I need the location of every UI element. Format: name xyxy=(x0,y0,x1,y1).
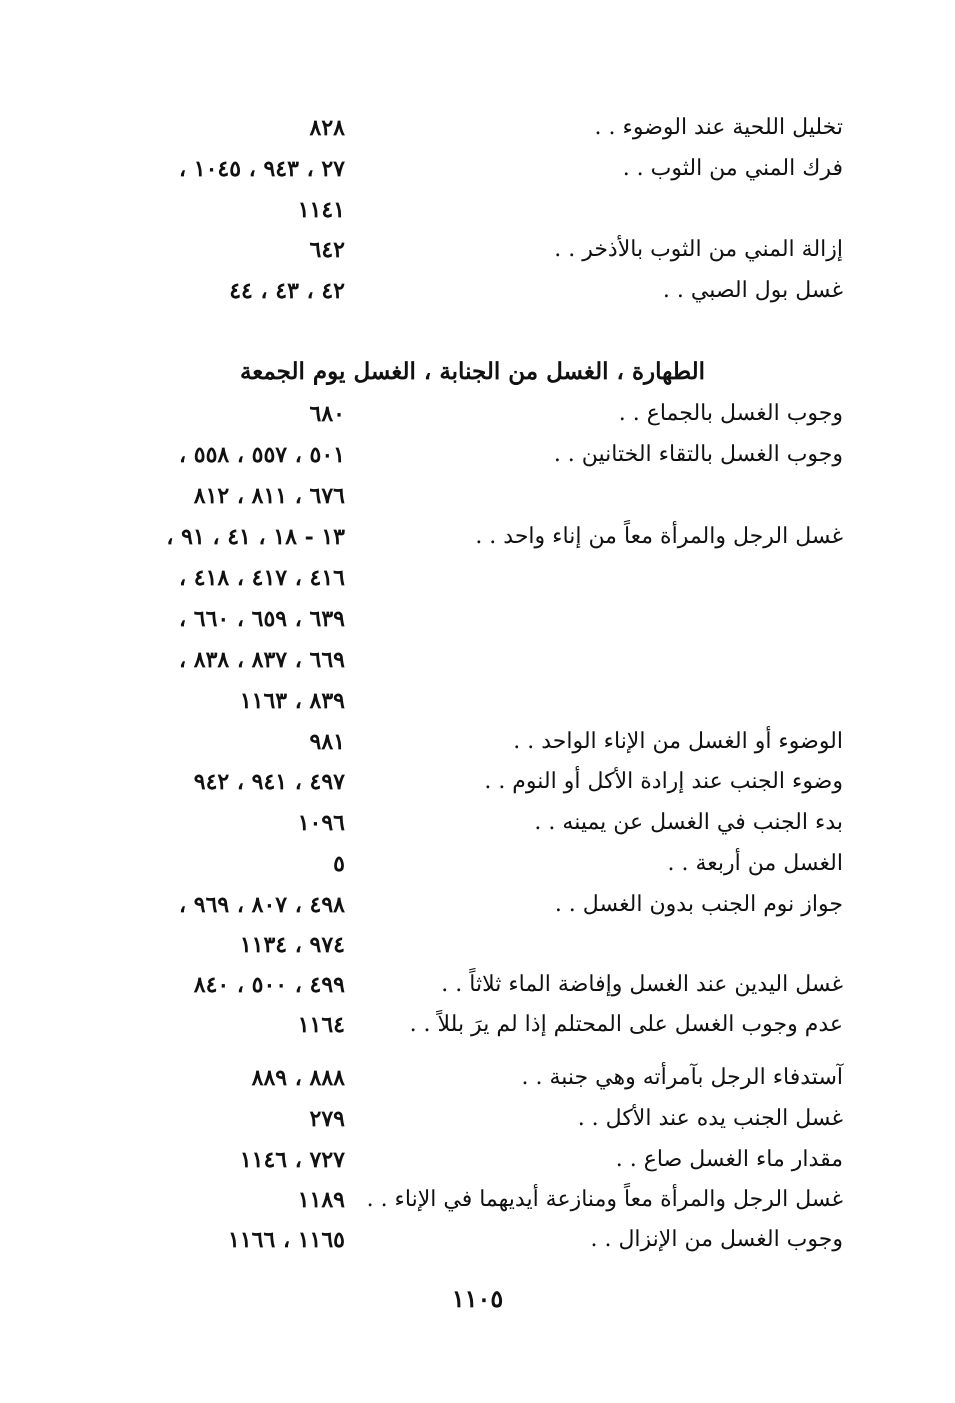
index-topic: فرك المني من الثوب . . xyxy=(622,156,843,181)
index-refs: ١١٦٤ xyxy=(297,1012,345,1038)
index-refs: ٦٣٩ ، ٦٥٩ ، ٦٦٠ ، xyxy=(179,606,345,632)
index-refs: ٦٨٠ xyxy=(309,401,345,427)
index-topic: وضوء الجنب عند إرادة الأكل أو النوم . . xyxy=(484,769,843,794)
index-topic: وجوب الغسل من الإنزال . . xyxy=(590,1227,843,1252)
index-topic: عدم وجوب الغسل على المحتلم إذا لم يرَ بللاً . . xyxy=(409,1012,843,1037)
index-refs: ٦٤٢ xyxy=(309,237,345,263)
index-topic: غسل الرجل والمرأة معاً ومنازعة أيديهما في الإناء . . xyxy=(366,1187,843,1212)
index-topic: وجوب الغسل بالجماع . . xyxy=(618,401,843,426)
index-refs: ٤٩٨ ، ٨٠٧ ، ٩٦٩ ، xyxy=(179,892,345,918)
index-refs: ٨٨٨ ، ٨٨٩ xyxy=(251,1065,345,1091)
index-topic: غسل الجنب يده عند الأكل . . xyxy=(577,1106,843,1131)
index-refs: ٥ xyxy=(333,851,345,877)
index-refs: ٨٣٩ ، ١١٦٣ xyxy=(239,688,345,714)
index-refs: ٧٢٧ ، ١١٤٦ xyxy=(239,1147,345,1173)
index-refs: ٢٧٩ xyxy=(309,1106,345,1132)
index-topic: بدء الجنب في الغسل عن يمينه . . xyxy=(534,810,843,835)
index-refs: ٢٧ ، ٩٤٣ ، ١٠٤٥ ، xyxy=(179,156,345,182)
index-refs: ١١٨٩ xyxy=(297,1187,345,1213)
index-refs: ١١٦٥ ، ١١٦٦ xyxy=(228,1227,345,1253)
index-refs: ٤١٦ ، ٤١٧ ، ٤١٨ ، xyxy=(179,565,345,591)
page-number: ١١٠٥ xyxy=(451,1284,504,1313)
index-refs: ٦٧٦ ، ٨١١ ، ٨١٢ xyxy=(193,483,345,509)
index-refs: ٨٢٨ xyxy=(309,115,345,141)
index-refs: ٤٩٧ ، ٩٤١ ، ٩٤٢ xyxy=(193,769,345,795)
index-refs: ٩٨١ xyxy=(309,729,345,755)
index-topic: غسل اليدين عند الغسل وإفاضة الماء ثلاثاً . . xyxy=(441,972,843,997)
index-refs: ١٣ - ١٨ ، ٤١ ، ٩١ ، xyxy=(166,524,345,550)
index-topic: الوضوء أو الغسل من الإناء الواحد . . xyxy=(513,729,843,754)
index-topic: جواز نوم الجنب بدون الغسل . . xyxy=(554,892,843,917)
index-refs: ٦٦٩ ، ٨٣٧ ، ٨٣٨ ، xyxy=(179,647,345,673)
index-topic: مقدار ماء الغسل صاع . . xyxy=(615,1147,843,1172)
index-refs: ١١٤١ xyxy=(297,197,345,223)
index-topic: تخليل اللحية عند الوضوء . . xyxy=(594,115,843,140)
index-refs: ٤٩٩ ، ٥٠٠ ، ٨٤٠ xyxy=(193,972,345,998)
index-topic: غسل الرجل والمرأة معاً من إناء واحد . . xyxy=(475,524,843,549)
index-topic: غسل بول الصبي . . xyxy=(662,278,843,303)
index-topic: إزالة المني من الثوب بالأذخر . . xyxy=(554,237,843,262)
index-refs: ٥٠١ ، ٥٥٧ ، ٥٥٨ ، xyxy=(179,442,345,468)
index-refs: ١٠٩٦ xyxy=(297,810,345,836)
index-refs: ٩٧٤ ، ١١٣٤ xyxy=(239,932,345,958)
index-refs: ٤٢ ، ٤٣ ، ٤٤ xyxy=(229,278,345,304)
index-topic: آستدفاء الرجل بآمرأته وهي جنبة . . xyxy=(521,1065,843,1090)
section-heading: الطهارة ، الغسل من الجنابة ، الغسل يوم الجمعة xyxy=(239,358,705,385)
index-topic: وجوب الغسل بالتقاء الختانين . . xyxy=(553,442,843,467)
index-topic: الغسل من أربعة . . xyxy=(667,851,843,876)
